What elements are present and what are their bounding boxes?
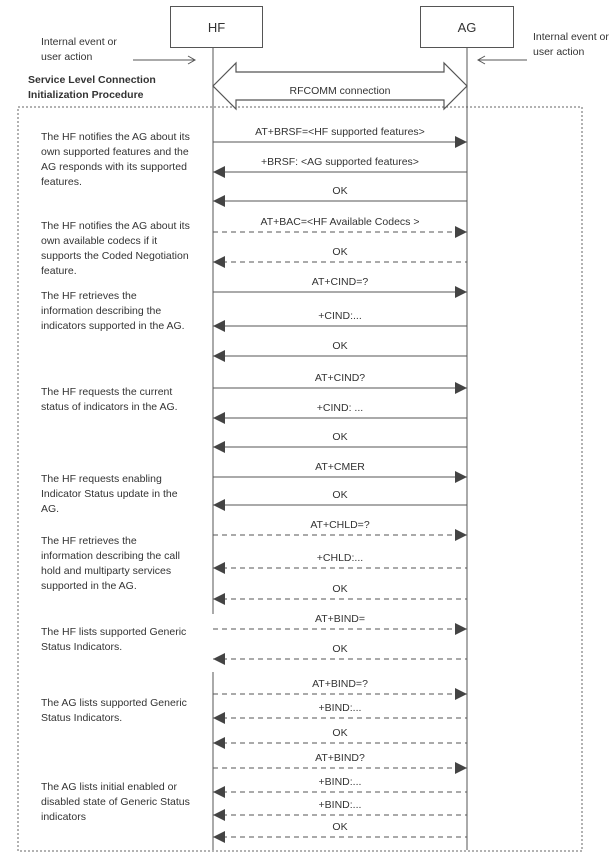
message-label: AT+BRSF=<HF supported features> bbox=[255, 126, 425, 138]
message-label: OK bbox=[332, 583, 348, 595]
step-description: The HF retrieves the information describing the indicators supported in the AG. bbox=[41, 290, 185, 332]
message-label: OK bbox=[332, 340, 348, 352]
message-label: OK bbox=[332, 489, 348, 501]
step-description: The HF requests enabling Indicator Status update in the AG. bbox=[41, 473, 178, 515]
message-label: AT+CMER bbox=[315, 461, 365, 473]
step-description: The HF retrieves the information describing the call hold and multiparty services supported in the AG. bbox=[41, 535, 180, 592]
message-label: AT+CHLD=? bbox=[310, 519, 370, 531]
step-description: The HF lists supported Generic Status Indicators. bbox=[41, 626, 187, 653]
message-label: +CIND: ... bbox=[316, 402, 364, 414]
left-internal-event-note: Internal event or user action bbox=[41, 36, 117, 63]
procedure-title: Service Level Connection Initialization Procedure bbox=[28, 74, 156, 101]
message-label: AT+BIND= bbox=[315, 613, 365, 625]
message-label: OK bbox=[332, 821, 348, 833]
message-label: +CIND:... bbox=[318, 310, 362, 322]
message-label: +BIND:... bbox=[318, 799, 362, 811]
message-label: OK bbox=[332, 727, 348, 739]
message-label: AT+BIND? bbox=[315, 752, 365, 764]
step-description: The HF requests the current status of indicators in the AG. bbox=[41, 386, 178, 413]
message-label: AT+BAC=<HF Available Codecs > bbox=[260, 216, 420, 228]
message-label: +BRSF: <AG supported features> bbox=[261, 156, 419, 168]
message-label: +BIND:... bbox=[318, 702, 362, 714]
message-label: AT+CIND=? bbox=[311, 276, 369, 288]
rfcomm-label: RFCOMM connection bbox=[289, 85, 391, 97]
step-description: The HF notifies the AG about its own available codecs if it supports the Coded Negotiation feature. bbox=[41, 220, 190, 277]
message-label: OK bbox=[332, 431, 348, 443]
message-label: AT+CIND? bbox=[314, 372, 366, 384]
message-label: OK bbox=[332, 643, 348, 655]
message-label: +BIND:... bbox=[318, 776, 362, 788]
hf-entity-box bbox=[170, 6, 263, 48]
step-description: The AG lists supported Generic Status Indicators. bbox=[41, 697, 187, 724]
message-label: +CHLD:... bbox=[316, 552, 364, 564]
step-description: The HF notifies the AG about its own supported features and the AG responds with its supported features. bbox=[41, 131, 190, 188]
message-label: OK bbox=[332, 246, 348, 258]
step-description: The AG lists initial enabled or disabled state of Generic Status indicators bbox=[41, 781, 190, 823]
message-label: AT+BIND=? bbox=[312, 678, 368, 690]
ag-entity-label: AG bbox=[457, 19, 477, 35]
message-label: OK bbox=[332, 185, 348, 197]
right-internal-event-note: Internal event or user action bbox=[533, 31, 609, 58]
hf-entity-label: HF bbox=[207, 19, 226, 35]
ag-entity-box bbox=[420, 6, 514, 48]
